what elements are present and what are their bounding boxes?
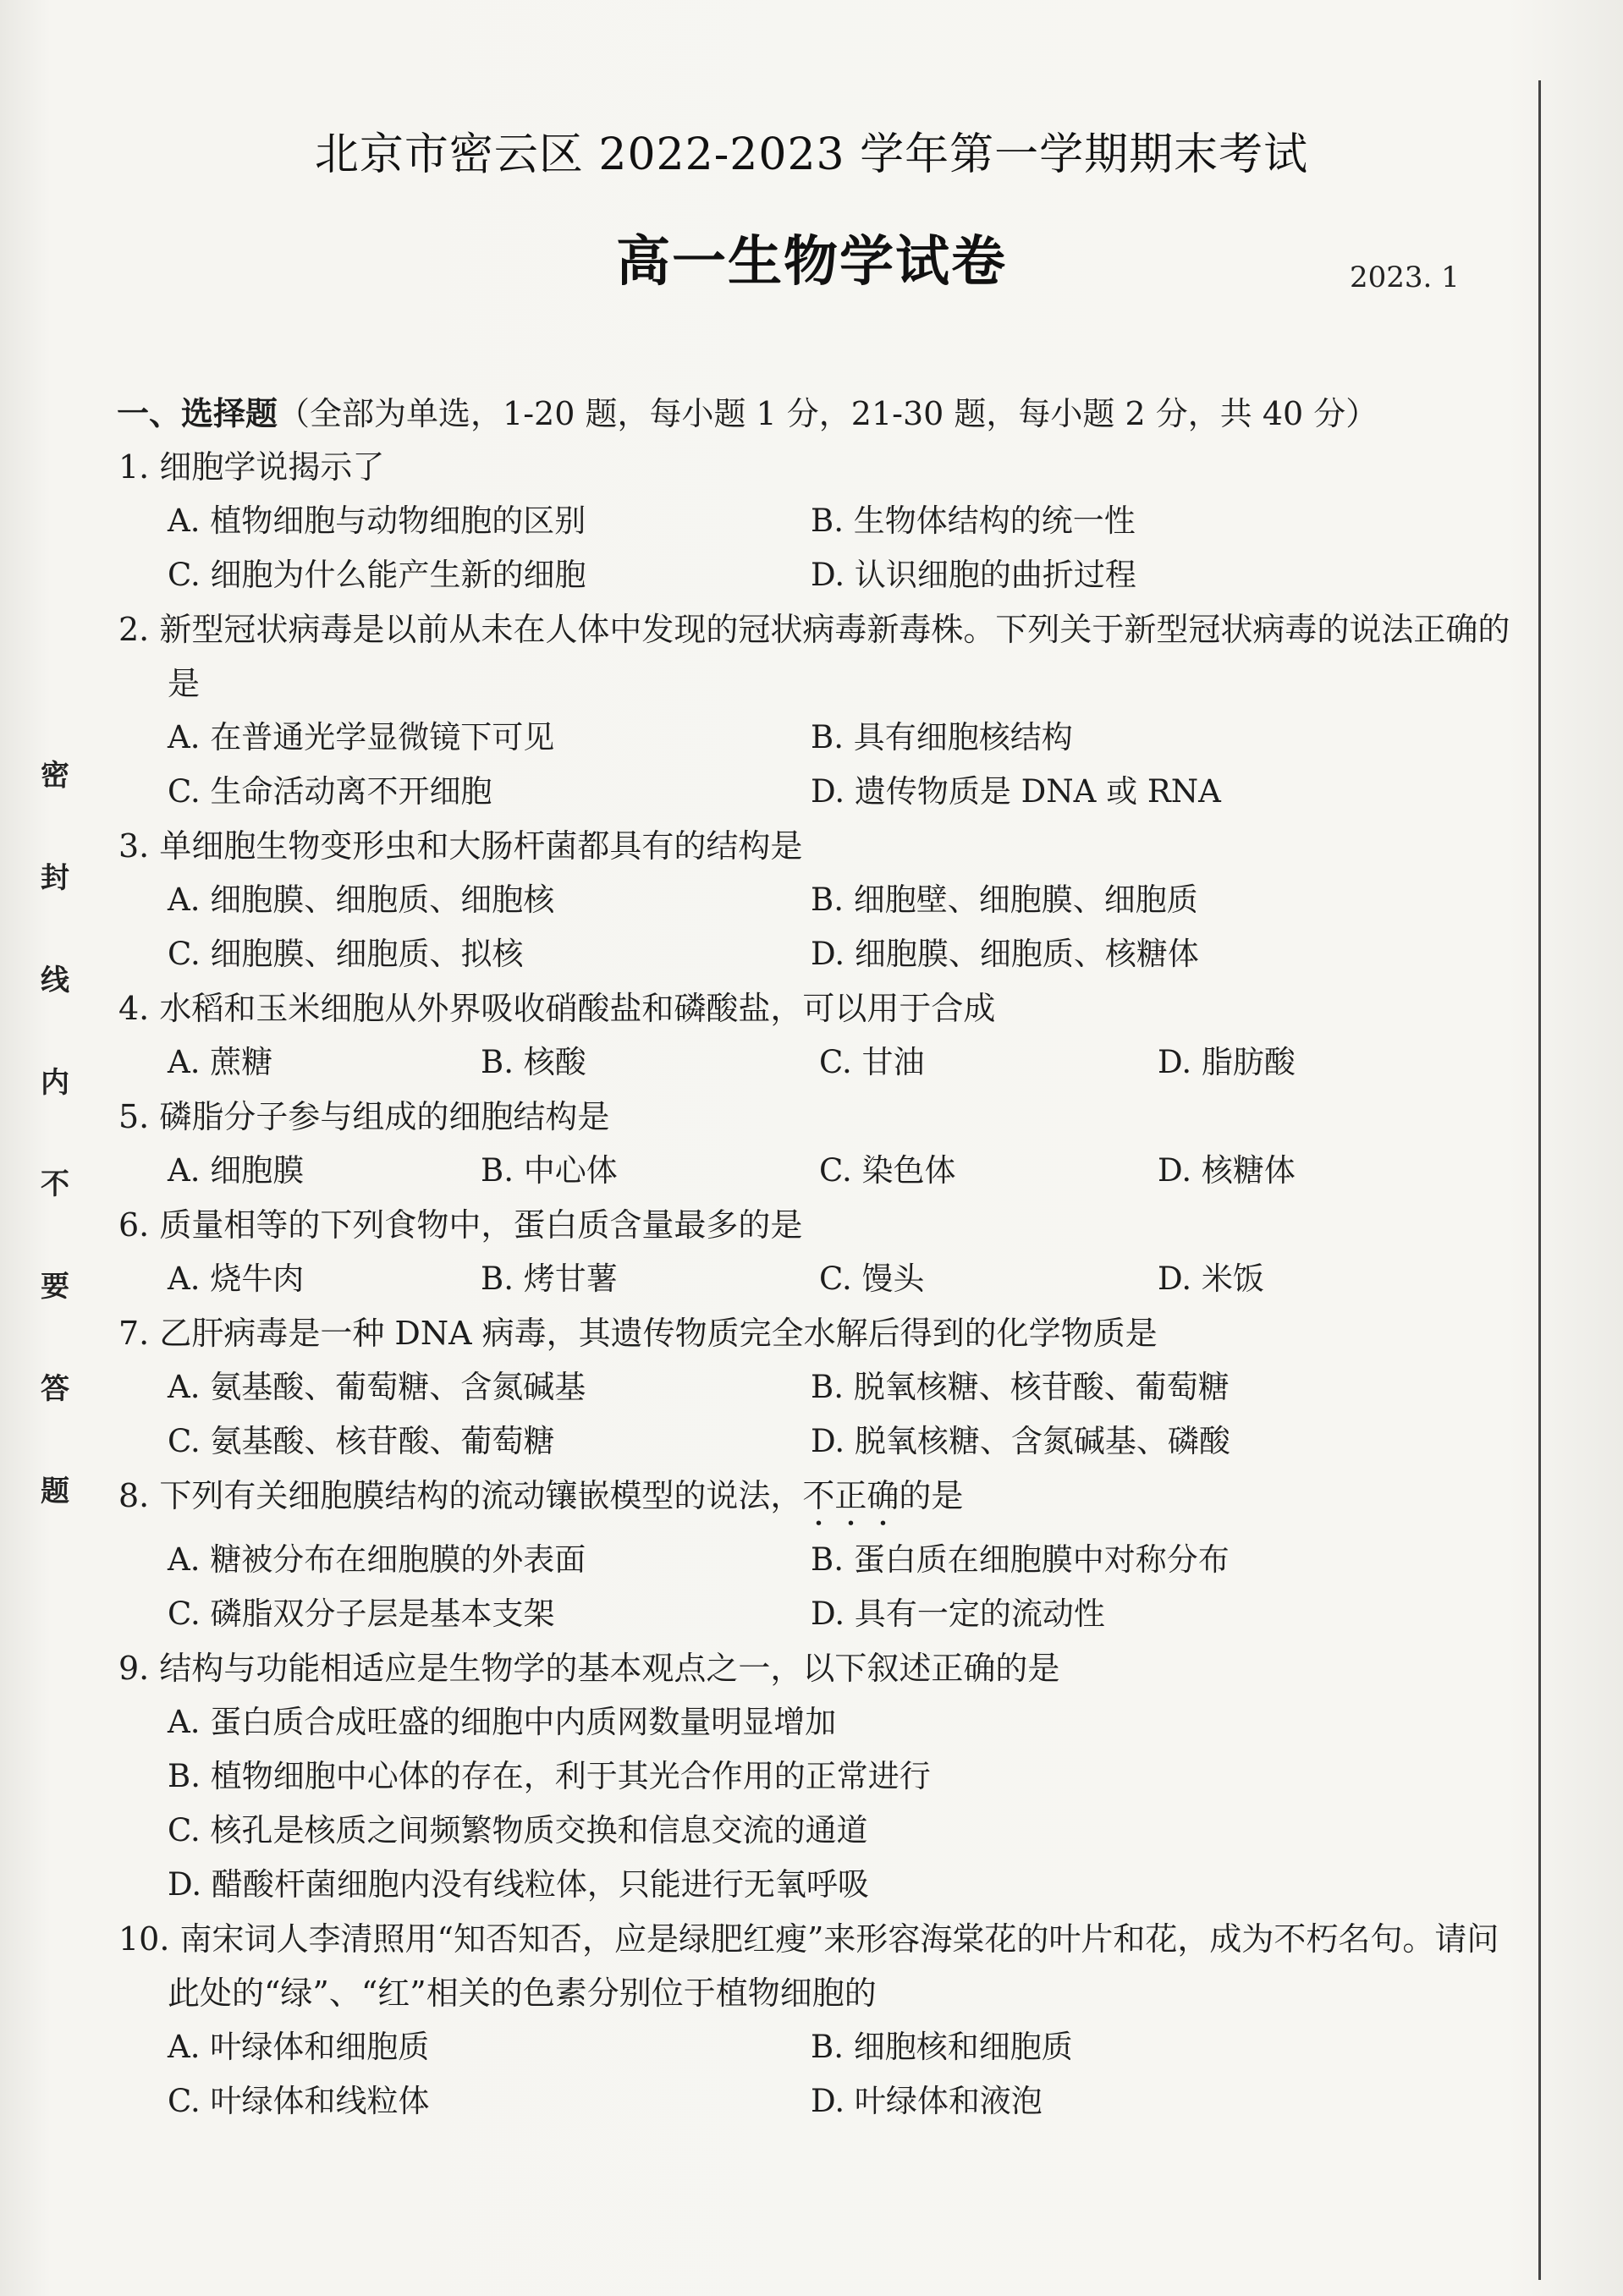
question-stem: 10. 南宋词人李清照用“知否知否，应是绿肥红瘦”来形容海棠花的叶片和花，成为不朽名句。请问此处的“绿”、“红”相关的色素分别位于植物细胞的 — [118, 1920, 1499, 2012]
options — [118, 494, 1523, 602]
option-d: D. 脱氧核糖、含氮碱基、磷酸 — [811, 1423, 1230, 1459]
question-stem — [118, 1469, 1523, 1533]
option-a: A. 糖被分布在细胞膜的外表面 — [168, 1541, 586, 1578]
question-stem: 9. 结构与功能相适应是生物学的基本观点之一，以下叙述正确的是 — [118, 1650, 1060, 1687]
option-a: A. 细胞膜、细胞质、细胞核 — [168, 882, 555, 918]
options — [118, 1035, 1523, 1090]
question-5 — [118, 1090, 1523, 1198]
option-c: C. 氨基酸、核苷酸、葡萄糖 — [168, 1423, 555, 1459]
option-d: D. 脂肪酸 — [1158, 1044, 1296, 1080]
option-b: B. 脱氧核糖、核苷酸、葡萄糖 — [811, 1369, 1230, 1405]
option-d: D. 遗传物质是 DNA 或 RNA — [811, 773, 1221, 810]
option-a: A. 蛋白质合成旺盛的细胞中内质网数量明显增加 — [168, 1704, 837, 1740]
options — [118, 711, 1523, 819]
exam-date: 2023. 1 — [1350, 261, 1460, 294]
section-label: 一、选择题 — [117, 394, 278, 432]
options — [118, 1360, 1523, 1469]
binding-margin — [25, 761, 85, 1506]
option-b: B. 细胞核和细胞质 — [811, 2029, 1073, 2065]
binding-char: 封 — [41, 860, 69, 895]
option-d: D. 醋酸杆菌细胞内没有线粒体，只能进行无氧呼吸 — [168, 1866, 869, 1903]
option-c: C. 甘油 — [819, 1044, 925, 1080]
option-b: B. 中心体 — [481, 1152, 618, 1189]
option-a: A. 叶绿体和细胞质 — [168, 2029, 430, 2065]
options — [118, 1144, 1523, 1198]
binding-char: 要 — [41, 1270, 69, 1305]
options — [118, 1252, 1523, 1306]
stem-text: 8. 下列有关细胞膜结构的流动镶嵌模型的说法， — [118, 1477, 803, 1514]
option-d: D. 细胞膜、细胞质、核糖体 — [811, 936, 1199, 972]
option-a: A. 在普通光学显微镜下可见 — [168, 719, 555, 755]
option-d: D. 米饭 — [1158, 1261, 1264, 1297]
question-stem: 4. 水稻和玉米细胞从外界吸收硝酸盐和磷酸盐，可以用于合成 — [118, 990, 996, 1027]
option-d: D. 具有一定的流动性 — [811, 1596, 1105, 1632]
option-a: A. 氨基酸、葡萄糖、含氮碱基 — [168, 1369, 586, 1405]
question-stem: 1. 细胞学说揭示了 — [118, 448, 385, 486]
question-list — [118, 440, 1523, 2128]
option-b: B. 具有细胞核结构 — [811, 719, 1073, 755]
binding-char: 题 — [41, 1474, 69, 1508]
option-c: C. 生命活动离不开细胞 — [168, 773, 492, 810]
option-a: A. 植物细胞与动物细胞的区别 — [168, 503, 586, 539]
option-c: C. 细胞为什么能产生新的细胞 — [168, 557, 586, 593]
option-a: A. 烧牛肉 — [168, 1261, 305, 1297]
question-stem: 7. 乙肝病毒是一种 DNA 病毒，其遗传物质完全水解后得到的化学物质是 — [118, 1315, 1158, 1352]
emphasized-text: 不正确 — [802, 1477, 900, 1514]
option-c: C. 细胞膜、细胞质、拟核 — [168, 936, 524, 972]
option-d: D. 核糖体 — [1158, 1152, 1296, 1189]
options — [118, 873, 1523, 981]
question-6 — [118, 1198, 1523, 1306]
option-b: B. 生物体结构的统一性 — [811, 503, 1136, 539]
option-c: C. 染色体 — [819, 1152, 956, 1189]
margin-rule — [1538, 80, 1541, 2280]
option-a: A. 细胞膜 — [168, 1152, 305, 1189]
question-9 — [118, 1641, 1523, 1912]
option-d: D. 叶绿体和液泡 — [811, 2083, 1043, 2119]
option-c: C. 叶绿体和线粒体 — [168, 2083, 430, 2119]
binding-char: 答 — [41, 1372, 69, 1407]
options — [118, 1695, 1523, 1912]
binding-char: 密 — [41, 759, 69, 793]
question-stem: 3. 单细胞生物变形虫和大肠杆菌都具有的结构是 — [118, 827, 803, 865]
option-b: B. 细胞壁、细胞膜、细胞质 — [811, 882, 1198, 918]
question-3 — [118, 819, 1523, 981]
stem-text: 的是 — [899, 1477, 964, 1514]
option-b: B. 烤甘薯 — [481, 1261, 618, 1297]
question-8 — [118, 1469, 1523, 1641]
section-note: （全部为单选，1-20 题，每小题 1 分，21-30 题，每小题 2 分，共 40 分） — [278, 395, 1378, 432]
binding-char: 不 — [41, 1167, 69, 1202]
exam-title: 北京市密云区 2022-2023 学年第一学期期末考试 — [314, 129, 1309, 180]
exam-subtitle: 高一生物学试卷 — [616, 230, 1007, 294]
option-b: B. 植物细胞中心体的存在，利于其光合作用的正常进行 — [168, 1758, 931, 1794]
option-b: B. 蛋白质在细胞膜中对称分布 — [811, 1541, 1230, 1578]
option-b: B. 核酸 — [481, 1044, 586, 1080]
question-1 — [118, 440, 1523, 602]
question-7 — [118, 1306, 1523, 1469]
option-c: C. 核孔是核质之间频繁物质交换和信息交流的通道 — [168, 1812, 868, 1848]
question-stem: 5. 磷脂分子参与组成的细胞结构是 — [118, 1098, 610, 1135]
question-2 — [118, 602, 1523, 819]
section-heading — [117, 387, 1378, 434]
option-c: C. 馒头 — [819, 1261, 925, 1297]
question-stem: 2. 新型冠状病毒是以前从未在人体中发现的冠状病毒新毒株。下列关于新型冠状病毒的说法正确的是 — [118, 611, 1510, 702]
option-d: D. 认识细胞的曲折过程 — [811, 557, 1136, 593]
binding-char: 线 — [41, 963, 69, 997]
option-c: C. 磷脂双分子层是基本支架 — [168, 1596, 555, 1632]
question-4 — [118, 981, 1523, 1090]
binding-char: 内 — [41, 1065, 69, 1100]
option-a: A. 蔗糖 — [168, 1044, 273, 1080]
options — [118, 1533, 1523, 1641]
options — [118, 2020, 1523, 2128]
question-10 — [118, 1912, 1523, 2128]
question-stem: 6. 质量相等的下列食物中，蛋白质含量最多的是 — [118, 1206, 803, 1244]
